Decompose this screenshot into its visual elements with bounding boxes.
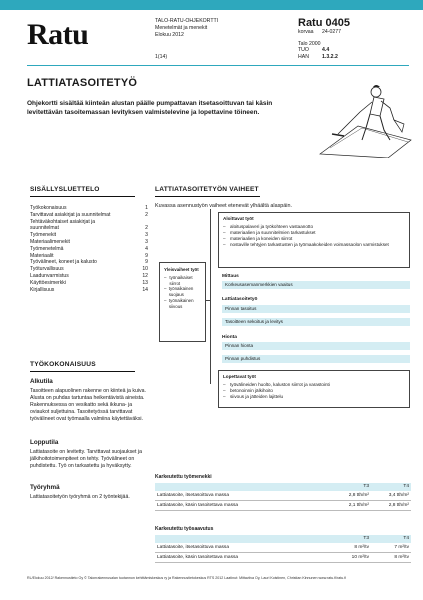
start-task-item: – materiaalien ja suunnitelmien tarkastukset bbox=[223, 230, 316, 236]
toc-item-label: Tehtäväkohtaiset asiakirjat ja bbox=[30, 218, 96, 225]
table-header-row: T3 T4 bbox=[155, 535, 411, 543]
toc-item-label: Tarvittavat asiakirjat ja suunnitelmat bbox=[30, 211, 111, 218]
output-rate-table bbox=[155, 535, 411, 563]
screed-cell: Pinnan tasoitus bbox=[222, 305, 410, 313]
toc-item-label: Työmenetelmä bbox=[30, 245, 64, 252]
general-task-item: – työnaikaiset siirrot bbox=[164, 274, 193, 286]
end-state-section bbox=[30, 440, 150, 470]
toc-row bbox=[30, 287, 148, 294]
end-task-item: – työvälineiden huolto, kaluston siirrot ja varastointi bbox=[223, 382, 330, 388]
grind-title: Hionta bbox=[222, 335, 237, 340]
toc-item-page bbox=[140, 219, 148, 226]
toc-row bbox=[30, 232, 148, 239]
toc-item-page: 14 bbox=[142, 286, 148, 293]
toc-item-label: Materiaalimenekit bbox=[30, 238, 70, 245]
toc-row bbox=[30, 239, 148, 246]
toc-item-label: Työmenekit bbox=[30, 232, 57, 239]
grind-cell: Pinnan puhdistus bbox=[222, 355, 410, 363]
toc-row bbox=[30, 246, 148, 253]
work-heading-text: TYÖKOKONAISUUS bbox=[30, 361, 96, 368]
grind-cell: Pinnan hionta bbox=[222, 342, 410, 350]
table-row: Lattiatasoite, käsin tasoitettava massa 2,1 tth/m² 2,8 tth/m² bbox=[155, 501, 411, 511]
toc-item-label: Laadunvarmistus bbox=[30, 272, 69, 279]
toc-item-page: 4 bbox=[145, 245, 148, 252]
toc-item-label: Käyttöesimerkki bbox=[30, 279, 66, 286]
worker-spreading-floor-screed-icon bbox=[318, 80, 413, 158]
phase-connector-line bbox=[210, 209, 211, 384]
toc-item-page: 13 bbox=[142, 279, 148, 286]
han-value: 1.3.2.2 bbox=[322, 53, 338, 60]
toc-heading-underline bbox=[30, 196, 135, 197]
phases-intro: Kuvassa asennustyön vaiheet etenevät ylhäältä alaspäin. bbox=[155, 203, 292, 209]
work-heading bbox=[30, 361, 135, 372]
end-task-item: – siivous ja jätteiden lajittelu bbox=[223, 394, 284, 400]
tuo-label: TUO bbox=[298, 47, 309, 54]
start-task-item: – nostaville tehtyjen tarkastusten ja työmaakokeiden voimassaolon varmistukset bbox=[223, 242, 389, 248]
card-type-line: TALO-RATU-OHJEKORTTI bbox=[155, 18, 219, 24]
document-title: LATTIATASOITETYÖ bbox=[27, 77, 138, 89]
toc-row bbox=[30, 219, 148, 226]
start-state-text: Tasoitteen alapuolinen rakenne on kiinteä ja kuiva. Alusta on puhdas tartuntaa heikentävistä aineista. Rakennuksessa on vesikatto sekä ikkuna- ja oviaukot suljettuina. Tasoitetyössä tarvittavat työvälineet ovat työmaalla valmiina käytettäväksi. bbox=[30, 387, 146, 422]
toc-item-page: 1 bbox=[145, 205, 148, 211]
work-rate-table bbox=[155, 483, 411, 511]
tuo-row bbox=[298, 47, 408, 54]
replaces-label: korvaa bbox=[298, 29, 314, 35]
toc-item-page: 2 bbox=[145, 211, 148, 218]
classification: Talo 2000 bbox=[298, 40, 321, 47]
phases-heading-underline bbox=[155, 196, 260, 197]
end-state-heading: Lopputila bbox=[30, 439, 59, 446]
work-heading-underline bbox=[30, 371, 135, 372]
start-tasks-title: Aloittavat työt bbox=[223, 216, 254, 221]
start-tasks-box bbox=[218, 212, 410, 268]
page-number: 1(14) bbox=[155, 54, 168, 60]
toc-item-label: Kirjallisuus bbox=[30, 286, 55, 293]
card-date-line: Elokuu 2012 bbox=[155, 31, 184, 38]
table-row: Lattiatasoite, itsetasoittuva massa 2,8 tth/m² 3,4 tth/m² bbox=[155, 491, 411, 501]
table-header-row: T3 T4 bbox=[155, 483, 411, 491]
work-group-section bbox=[30, 485, 150, 501]
toc-item-page: 10 bbox=[142, 266, 148, 273]
toc-item-label: Työturvallisuus bbox=[30, 266, 64, 273]
replaces-row bbox=[298, 29, 408, 36]
phases-heading-text: LATTIATASOITETYÖN VAIHEET bbox=[155, 186, 259, 193]
start-state-heading: Alkutila bbox=[30, 378, 53, 385]
card-meta bbox=[298, 17, 408, 60]
toc-row bbox=[30, 225, 148, 232]
header-rule bbox=[27, 65, 409, 66]
toc-row bbox=[30, 253, 148, 260]
measure-title: Mittaus bbox=[222, 274, 239, 279]
phases-heading bbox=[155, 186, 260, 197]
toc-item-page: 9 bbox=[145, 259, 148, 266]
footer-credits: RL/Elokuu 2012/ Rakennustieto Oy © Talonrakennusalan tuotannon kehittämiskeskus ry ja Rakennustietokeskus RTS 2012 Laatinut: Mittaviiva Oy, Lauri Koistinen, Christian Kinnunen www.ratu.fi/ratu.fi bbox=[27, 576, 347, 580]
toc-row bbox=[30, 273, 148, 280]
start-task-item: – aloituspalaveri ja työkohteen vastaanotto bbox=[223, 224, 313, 230]
toc-row bbox=[30, 280, 148, 287]
general-tasks-box bbox=[159, 262, 206, 342]
end-state-text: Lattiatasoite on levitetty. Tarvittavat suojaukset ja jälkihoitotoimenpiteet on tehty. Työvälineet on puhdistettu. Työ on tarkastettu ja hyväksytty. bbox=[30, 448, 142, 469]
start-task-item: – materiaalien ja koneiden siirrot bbox=[223, 236, 293, 242]
han-row bbox=[298, 54, 408, 61]
start-state-section bbox=[30, 379, 150, 422]
toc-item-page: 12 bbox=[142, 272, 148, 279]
toc-item-label: Materiaalit bbox=[30, 252, 54, 259]
general-tasks-title: Yleisvaiheet työt bbox=[164, 267, 199, 272]
toc-row bbox=[30, 212, 148, 219]
toc-item-page: 2 bbox=[145, 225, 148, 232]
toc-item-page: 9 bbox=[145, 252, 148, 259]
table-row: Lattiatasoite, itsetasoittuva massa 8 m²/tv 7 m²/tv bbox=[155, 543, 411, 553]
end-task-item: – betonoinnin jälkihoito bbox=[223, 388, 273, 394]
tuo-value: 4.4 bbox=[322, 47, 330, 54]
screed-cell: Tasoitteen sekoitus ja levitys bbox=[222, 318, 410, 326]
han-label: HAN bbox=[298, 53, 309, 60]
intro-paragraph: Ohjekortti sisältää kiinteän alustan päälle pumpattavan itsetasoittuvan tai käsin levitettävän tasoitemassan levityksen valmistelevine ja lopettavine töineen. bbox=[27, 100, 273, 116]
work-rate-table-title: Karkeutettu työmenekki bbox=[155, 474, 212, 480]
card-type-block bbox=[155, 18, 218, 38]
toc-heading-text: SISÄLLYSLUETTELO bbox=[30, 186, 100, 193]
toc-item-page: 3 bbox=[145, 232, 148, 239]
screed-title: Lattiatasoitetyö bbox=[222, 297, 258, 302]
toc-heading bbox=[30, 186, 135, 197]
end-tasks-title: Lopettavat työt bbox=[223, 374, 256, 379]
phase-connector-tick bbox=[206, 300, 210, 301]
top-color-bar bbox=[0, 0, 423, 10]
output-rate-table-title: Karkeutettu työsaavutus bbox=[155, 526, 214, 532]
work-group-text: Lattiatasoitetyön työryhmä on 2 työntekijää. bbox=[30, 493, 130, 500]
general-task-item: – työnaikainen suojaus bbox=[164, 286, 194, 298]
toc-row bbox=[30, 259, 148, 266]
work-group-heading: Työryhmä bbox=[30, 484, 60, 491]
card-code: Ratu 0405 bbox=[298, 17, 350, 29]
measure-cell: Korkeusasemanmerkkien vaaitus bbox=[222, 281, 410, 289]
toc-row bbox=[30, 205, 148, 212]
toc-item-label: Työkokonaisuus bbox=[30, 205, 67, 211]
table-row: Lattiatasoite, käsin tasoitettava massa 10 m²/tv 8 m²/tv bbox=[155, 553, 411, 563]
replaces-value: 24-0277 bbox=[322, 29, 342, 35]
toc-row bbox=[30, 266, 148, 273]
toc-item-label: suunnitelmat bbox=[30, 225, 59, 232]
end-tasks-box bbox=[218, 370, 410, 408]
toc-item-page: 3 bbox=[145, 238, 148, 245]
card-subtitle-line: Menetelmät ja menekit bbox=[155, 24, 208, 31]
table-of-contents bbox=[30, 205, 148, 293]
general-task-item: – työnaikainen siivous bbox=[164, 297, 194, 309]
ratu-logo: Ratu bbox=[27, 18, 89, 51]
toc-item-label: Työvälineet, koneet ja kalusto bbox=[30, 259, 97, 266]
